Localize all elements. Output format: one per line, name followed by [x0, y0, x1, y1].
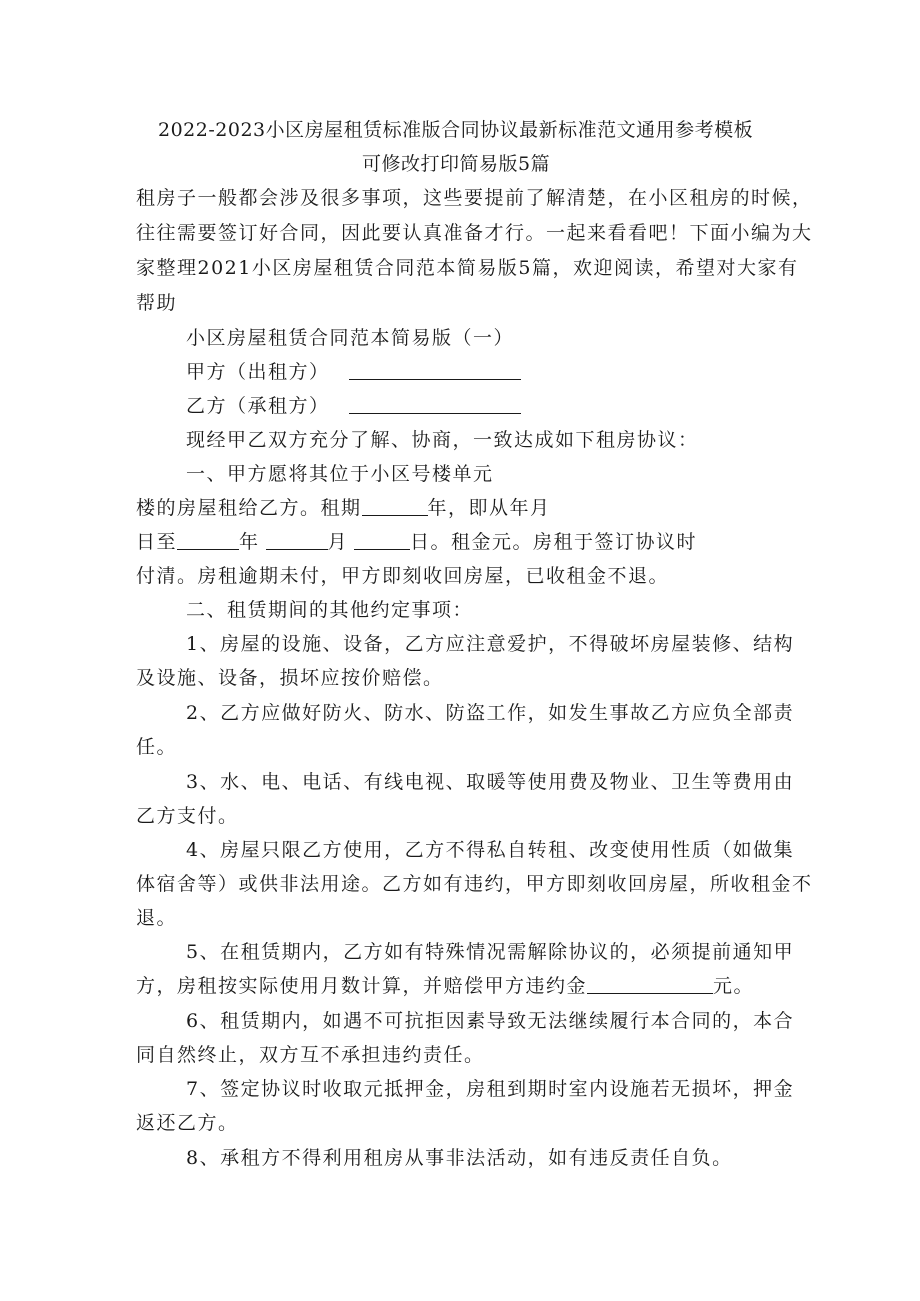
party-b-blank[interactable] [349, 395, 521, 414]
item5-line2 [136, 974, 754, 998]
penalty-amount-blank[interactable] [587, 975, 713, 994]
item4-line1: 4、房屋只限乙方使用，乙方不得私自转租、改变使用性质（如做集 [186, 839, 795, 861]
item5-line1: 5、在租赁期内，乙方如有特殊情况需解除协议的，必须提前通知甲 [186, 941, 795, 963]
intro-line-2: 往往需要签订好合同，因此要认真准备才行。一起来看看吧！下面小编为大 [136, 222, 813, 244]
document-title-line1: 2022-2023小区房屋租赁标准版合同协议最新标准范文通用参考模板 [158, 119, 754, 141]
contract-title: 小区房屋租赁合同范本简易版（一） [186, 327, 515, 349]
party-a-row [186, 360, 521, 384]
lease-term-blank[interactable] [362, 497, 428, 516]
party-a-label: 甲方（出租方） [186, 361, 330, 383]
item4-line2: 体宿舍等）或供非法用途。乙方如有违约，甲方即刻收回房屋，所收租金不 [136, 873, 813, 895]
item8-line1: 8、承租方不得利用租房从事非法活动，如有违反责任自负。 [186, 1147, 733, 1169]
clause1-line2-a: 楼的房屋租给乙方。租期 [136, 497, 362, 519]
item5-line2-b: 元。 [713, 975, 755, 997]
clause1-line3-d: 日。租金元。房租于签订协议时 [410, 531, 698, 553]
clause1-line4: 付清。房租逾期未付，甲方即刻收回房屋，已收租金不退。 [136, 565, 670, 587]
item7-line1: 7、签定协议时收取元抵押金，房租到期时室内设施若无损坏，押金 [186, 1078, 795, 1100]
item6-line1: 6、租赁期内，如遇不可抗拒因素导致无法继续履行本合同的，本合 [186, 1010, 795, 1032]
clause1-line3-b: 年 [239, 531, 260, 553]
item2-line2: 任。 [136, 736, 178, 758]
item3-line2: 乙方支付。 [136, 805, 239, 827]
clause1-line3-a: 日至 [136, 531, 178, 553]
clause1-line2 [136, 496, 551, 520]
intro-line-3: 家整理2021小区房屋租赁合同范本简易版5篇，欢迎阅读，希望对大家有 [136, 257, 799, 279]
preamble: 现经甲乙双方充分了解、协商，一致达成如下租房协议： [186, 429, 699, 451]
end-year-blank[interactable] [177, 531, 239, 550]
end-day-blank[interactable] [354, 531, 410, 550]
intro-line-4: 帮助 [136, 292, 178, 314]
item4-line3: 退。 [136, 907, 178, 929]
item1-line2: 及设施、设备，损坏应按价赔偿。 [136, 667, 444, 689]
item1-line1: 1、房屋的设施、设备，乙方应注意爱护，不得破坏房屋装修、结构 [186, 633, 795, 655]
item7-line2: 返还乙方。 [136, 1112, 239, 1134]
party-a-blank[interactable] [349, 361, 521, 380]
end-month-blank[interactable] [266, 531, 328, 550]
item5-line2-a: 方，房租按实际使用月数计算，并赔偿甲方违约金 [136, 975, 588, 997]
item6-line2: 同自然终止，双方互不承担违约责任。 [136, 1044, 485, 1066]
party-b-label: 乙方（承租方） [186, 395, 330, 417]
clause1-line3 [136, 530, 697, 554]
item2-line1: 2、乙方应做好防火、防水、防盗工作，如发生事故乙方应负全部责 [186, 702, 795, 724]
clause1-line1: 一、甲方愿将其位于小区号楼单元 [186, 463, 494, 485]
item3-line1: 3、水、电、电话、有线电视、取暖等使用费及物业、卫生等费用由 [186, 771, 795, 793]
document-title-line2: 可修改打印简易版5篇 [362, 153, 551, 175]
clause1-line2-b: 年，即从年月 [427, 497, 551, 519]
clause2-heading: 二、租赁期间的其他约定事项： [186, 599, 474, 621]
party-b-row [186, 394, 521, 418]
intro-line-1: 租房子一般都会涉及很多事项，这些要提前了解清楚，在小区租房的时候， [136, 187, 813, 209]
clause1-line3-c: 月 [327, 531, 349, 553]
